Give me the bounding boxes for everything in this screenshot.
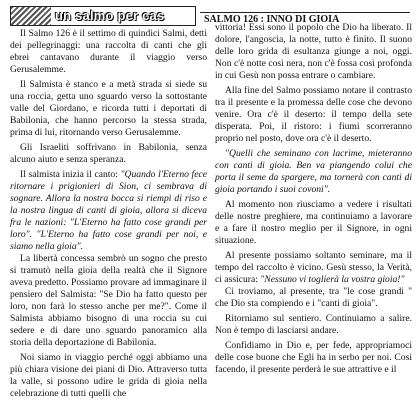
paragraph — [215, 250, 412, 286]
paragraph: Il Salmista è stanco e a metà strada si siede su una roccia, getta uno sguardo verso la sottostante valle del Giordano, e ricorda tutti i deportati di Babilonia, che hanno percorso la stessa strada, prima di lui, ritornando verso Gerusalemme. — [10, 79, 207, 138]
paragraph: Ritorniamo sul sentiero. Continuiamo a salire. Non è tempo di lasciarsi andare. — [215, 313, 412, 336]
paragraph-lead: Al presente possiamo soltanto seminare, ma il tempo del raccolto è vicino. Gesù stesso, la Verità, ci assicura: — [215, 250, 412, 285]
header-rule — [200, 12, 410, 13]
paragraph: La libertà concessa sembrò un sogno che presto si tramutò nella gioia della realtà che il Signore aveva predetto. Possiamo provare ad immaginare il pensiero del Salmista: "Se Dio ha fatto questo per loro, non farà lo stesso anche per me?". Come il Salmista abbiamo bisogno di una roccia su cui sedere e di dare uno sguardo panoramico alla storia della deportazione di Babilonia. — [10, 253, 207, 348]
paragraph: Ci troviamo, al presente, tra "le cose grandi " che Dio sta compiendo e i "canti di gioia". — [215, 286, 412, 309]
left-column — [10, 28, 207, 400]
paragraph-lead: Il salmista inizia il canto: — [20, 169, 118, 180]
paragraph: vittoria! Essi sono il popolo che Dio ha liberato. Il dolore, l'angoscia, la notte, tutto è finito. Il suono delle loro grida di esultanza giunge a noi, oggi. Non c'è notte così nera, non c'è fossa così profonda in cui Gesù non possa entrare o cambiare. — [215, 22, 412, 81]
scripture-quote: "Quelli che seminano con lacrime, mieteranno con canti di gioia. Ben va piangendo colui che porta il seme da spargere, ma tornerà con canti di gioia portando i suoi covoni". — [215, 148, 412, 195]
section-banner — [10, 6, 196, 26]
paragraph — [10, 169, 207, 253]
paragraph: Noi siamo in viaggio perché oggi abbiamo una più chiara visione dei piani di Dio. Attraverso tutta la valle, si possono udire le grida di gioia nella celebrazione di tutti quelli che — [10, 352, 207, 399]
scripture-quote: "Nessuno vi toglierà la vostra gioia!" — [260, 274, 405, 285]
paragraph: Confidiamo in Dio e, per fede, appropriamoci delle cose buone che Egli ha in serbo per noi. Così facendo, il presente perderà le sue attrattive e il — [215, 340, 412, 375]
paragraph: Gli Israeliti soffrivano in Babilonia, senza alcuno aiuto e senza speranza. — [10, 142, 207, 165]
article-title: SALMO 126 : INNO DI GIOIA — [204, 14, 340, 25]
paragraph: Il Salmo 126 è il settimo di quindici Salmi, detti dei pellegrinaggi: una raccolta di canti che gli ebrei cantavano durante il viaggio verso Gerusalemme. — [10, 28, 207, 75]
paragraph: Alla fine del Salmo possiamo notare il contrasto tra il presente e la promessa delle cose che devono venire. Ora c'è il deserto: il tempo della sete disperata. Poi, il ristoro: i fiumi scorreranno proprio nel posto, dove ora c'è il deserto. — [215, 85, 412, 144]
banner-title: un salmo per cas — [55, 8, 165, 23]
banner-decoration — [11, 7, 51, 25]
scripture-quote: "Quando l'Eterno fece ritornare i prigionieri di Sion, ci sembrava di sognare. Allora la nostra bocca si riempì di riso e la nostra lingua di canti di gioia, allora si diceva fra le nazioni: "L'Eterno ha fatto cose grandi per loro". "L'Eterno ha fatto cose grandi per noi, e siamo nella gioia". — [10, 169, 207, 252]
paragraph: Al momento non riusciamo a vedere i risultati delle nostre preghiere, ma continuiamo a lavorare e a fare il nostro meglio per il Signore, in ogni situazione. — [215, 199, 412, 246]
right-column — [215, 22, 412, 376]
